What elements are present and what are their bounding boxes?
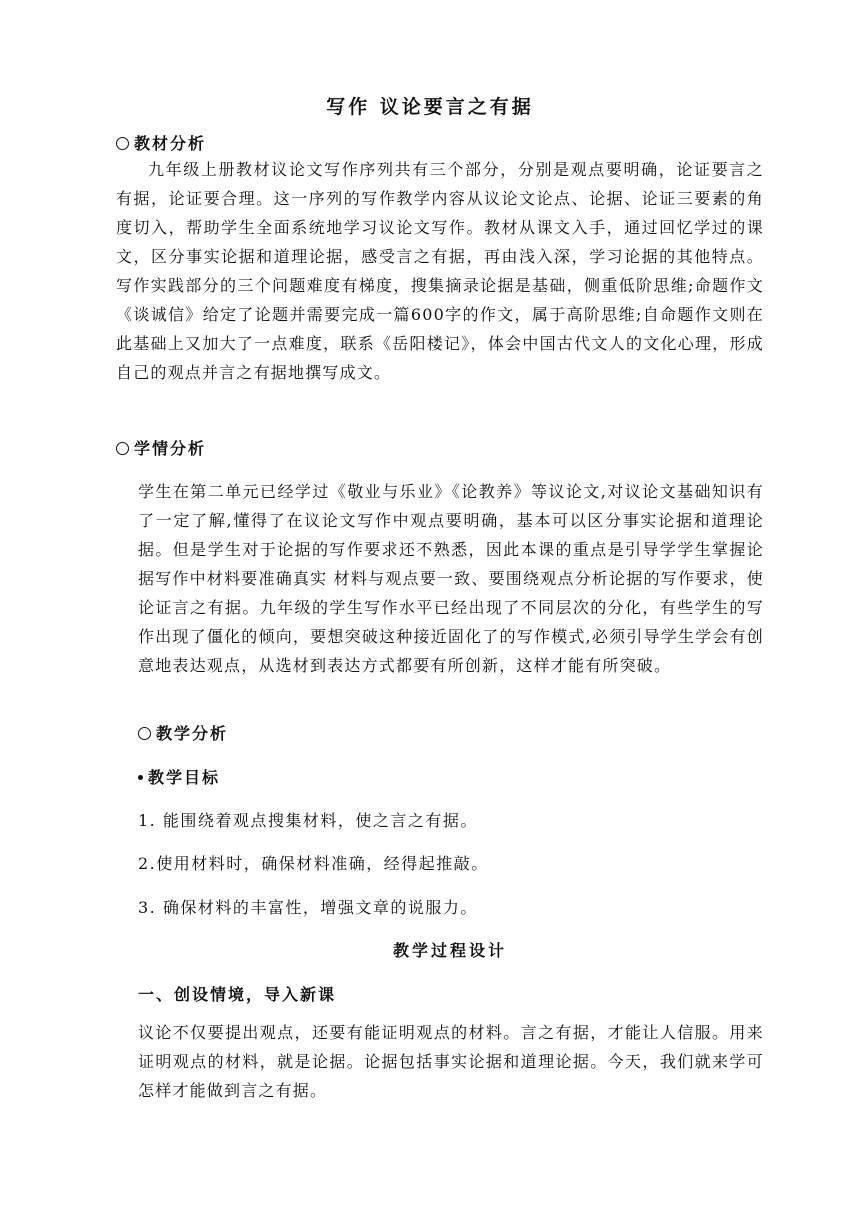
- teaching-goal-item: 3. 确保材料的丰富性，增强文章的说服力。: [138, 898, 478, 917]
- step1-paragraph: 议论不仅要提出观点，还要有能证明观点的材料。言之有据，才能让人信服。用来证明观点的材料，就是论据。论据包括事实论据和道理论据。今天，我们就来学可怎样才能做到言之有据。: [138, 1023, 764, 1100]
- textbook-analysis-paragraph: 九年级上册教材议论文写作序列共有三个部分，分别是观点要明确，论证要言之有据，论证要合理。这一序列的写作教学内容从议论文论点、论据、论证三要素的角度切入，帮助学生全面系统地学习议论文写作。教材从课文入手，通过回忆学过的课文，区分事实论据和道理论据，感受言之有据，再由浅入深，学习论据的其他特点。写作实践部分的三个问题难度有梯度，搜集摘录论据是基础，侧重低阶思维;命题作文《谈诚信》给定了论题并需要完成一篇600字的作文，属于高阶思维;自命题作文则在此基础上又加大了一点难度，联系《岳阳楼记》，体会中国古代文人的文化心理，形成自己的观点并言之有据地撰写成文。: [116, 160, 764, 382]
- circle-bullet-icon: [116, 442, 129, 455]
- section-heading-label: 学情分析: [134, 439, 207, 458]
- section-heading-textbook: [116, 131, 206, 154]
- circle-bullet-icon: [138, 727, 151, 740]
- section-heading-label: 教材分析: [134, 134, 207, 153]
- teaching-goals-heading: [138, 765, 220, 788]
- circle-bullet-icon: [116, 137, 129, 150]
- teaching-goal-item: 2.使用材料时，确保材料准确，经得起推敲。: [138, 854, 489, 873]
- teaching-goals-label: 教学目标: [148, 768, 221, 787]
- process-heading: 教学过程设计: [392, 941, 507, 960]
- teaching-goal-item: 1. 能围绕着观点搜集材料，使之言之有据。: [138, 811, 478, 830]
- step1-heading: 一、创设情境，导入新课: [138, 985, 337, 1004]
- section-heading-students: [116, 436, 206, 459]
- section-heading-teaching: [138, 721, 228, 744]
- student-analysis-paragraph: 学生在第二单元已经学过《敬业与乐业》《论教养》等议论文,对议论文基础知识有了一定了解,懂得了在议论文写作中观点要明确，基本可以区分事实论据和道理论据。但是学生对于论据的写作要求还不熟悉，因此本课的重点是引导学学生掌握论据写作中材料要准确真实 材料与观点要一致、要围绕观点分析论据的写作要求，使论证言之有据。九年级的学生写作水平已经出现了不同层次的分化，有些学生的写作出现了僵化的倾向，要想突破这种接近固化了的写作模式,必须引导学生学会有创意地表达观点，从选材到表达方式都要有所创新，这样才能有所突破。: [138, 482, 764, 675]
- dot-bullet-icon: [138, 775, 143, 780]
- section-heading-label: 教学分析: [156, 724, 229, 743]
- page-title: 写作 议论要言之有据: [326, 96, 534, 118]
